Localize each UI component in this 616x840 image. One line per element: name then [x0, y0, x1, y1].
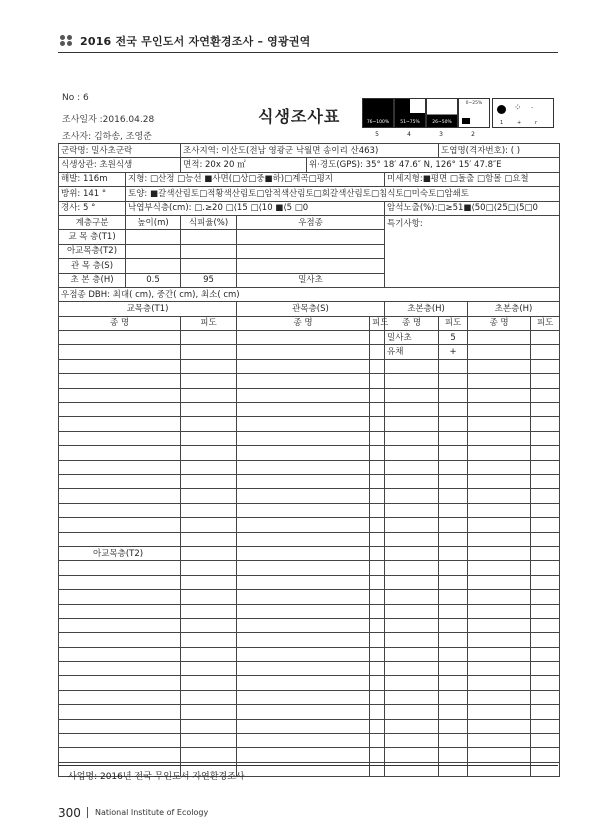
coverage-small-scale: ⁘ · 1 + r — [492, 98, 554, 128]
soil-cell: 토양: ■갈색산림토□적황색산림토□암적색산림토□회갈색산림토□침식토□미숙토□암쇄토 — [126, 187, 560, 201]
table-row — [59, 705, 560, 719]
species-name: 유채 — [385, 345, 439, 359]
coverage-box-4: 51~75% — [394, 98, 426, 128]
col-cover: 피도 — [181, 316, 237, 330]
litter-cell: 낙엽부식층(cm): □.≥20 □⟨15 □⟨10 ■⟨5 □0 — [126, 201, 385, 215]
table-row: 초 본 층(H) 0.5 95 밀사초 — [59, 273, 560, 287]
species-cover: + — [439, 345, 468, 359]
layer-header: 우점종 — [237, 215, 385, 229]
form-number: No : 6 — [62, 93, 89, 103]
table-row — [59, 561, 560, 575]
table-row — [59, 532, 560, 546]
col-cover: 피도 — [531, 316, 560, 330]
region-cell: 조사지역: 이산도(전남 영광군 낙월면 송이리 산463) — [181, 144, 439, 158]
mapname-cell: 도엽명(격자번호): ( ) — [439, 144, 560, 158]
coverage-box-3: 26~50% — [426, 98, 458, 128]
survey-date: 조사일자 :2016.04.28 — [62, 115, 155, 125]
group-header-t1: 교목층(T1) — [59, 302, 237, 316]
coverage-num: 5 — [375, 131, 379, 138]
community-cell: 군락명: 밀사초군락 — [59, 144, 181, 158]
col-name: 종 명 — [59, 316, 181, 330]
group-header-h2: 초본층(H) — [468, 302, 560, 316]
table-row — [59, 331, 560, 345]
dbh-cell: 우점종 DBH: 최대( cm), 중간( cm), 최소( cm) — [59, 287, 560, 301]
table-row — [59, 633, 560, 647]
layer-header: 계층구분 — [59, 215, 126, 229]
table-row — [59, 403, 560, 417]
table-row — [59, 676, 560, 690]
header-rule — [58, 52, 558, 53]
terrain-cell: 지형: □산정 □능선 ■사면(□상□중■하)□계곡□평지 — [126, 172, 385, 186]
species-name: 밀사초 — [385, 331, 439, 345]
table-row — [59, 518, 560, 532]
subsection-label: 아교목층(T2) — [59, 546, 181, 560]
table-row — [59, 374, 560, 388]
table-row — [59, 748, 560, 762]
coverage-box-5: 76~100% — [362, 98, 394, 128]
slope-cell: 경사: 5 ° — [59, 201, 126, 215]
microterrain-cell: 미세지형:■평면 □돌출 □함몰 □요철 — [385, 172, 560, 186]
layer-header: 식피율(%) — [181, 215, 237, 229]
table-row — [59, 734, 560, 748]
col-name: 종 명 — [237, 316, 370, 330]
table-row — [59, 388, 560, 402]
species-cover: 5 — [439, 331, 468, 345]
table-row — [59, 489, 560, 503]
table-row: 아교목층(T2) — [59, 244, 560, 258]
aspect-cell: 방위: 141 ° — [59, 187, 126, 201]
coverage-num: 3 — [439, 131, 443, 138]
vegetation-survey-table — [58, 143, 560, 777]
institute-name: National Institute of Ecology — [95, 808, 209, 817]
table-row — [59, 618, 560, 632]
investigators: 조사자: 김하송, 조영준 — [62, 132, 152, 142]
table-row — [59, 417, 560, 431]
table-row — [59, 662, 560, 676]
col-name: 종 명 — [385, 316, 439, 330]
coverage-num: 2 — [471, 131, 475, 138]
col-cover: 피도 — [439, 316, 468, 330]
table-row — [59, 690, 560, 704]
footer-divider — [87, 807, 88, 818]
running-header: 2016 전국 무인도서 자연환경조사 – 영광권역 — [80, 35, 311, 48]
table-row — [59, 590, 560, 604]
col-cover: 피도 — [370, 316, 385, 330]
table-row — [59, 647, 560, 661]
table-row — [59, 503, 560, 517]
area-cell: 면적: 20x 20 ㎡ — [181, 158, 307, 172]
table-row — [59, 431, 560, 445]
table-row: 교 목 층(T1) — [59, 230, 560, 244]
footer-rule — [58, 765, 558, 766]
altitude-cell: 해발: 116m — [59, 172, 126, 186]
table-row — [59, 359, 560, 373]
col-name: 종 명 — [468, 316, 531, 330]
group-header-s: 관목층(S) — [237, 302, 385, 316]
phase-cell: 식생상관: 초원식생 — [59, 158, 181, 172]
header-dots-icon — [60, 35, 74, 47]
table-row — [59, 575, 560, 589]
coverage-box-2: 0~25% — [458, 98, 490, 128]
rock-cell: 암석노출(%):□≥51■⟨50□⟨25□⟨5□0 — [385, 201, 560, 215]
table-row — [59, 546, 560, 560]
table-row: 관 목 층(S) — [59, 259, 560, 273]
business-name: 사업명: 2016년 전국 무인도서 자연환경조사 — [68, 772, 245, 782]
table-row — [59, 604, 560, 618]
table-row — [59, 460, 560, 474]
table-row — [59, 446, 560, 460]
table-row — [59, 719, 560, 733]
gps-cell: 위·경도(GPS): 35° 18′ 47.6″ N, 126° 15′ 47.8″E — [307, 158, 560, 172]
page-number: 300 — [58, 806, 81, 820]
notes-cell: 특기사항: — [385, 215, 560, 287]
table-row — [59, 345, 560, 359]
group-header-h: 초본층(H) — [385, 302, 468, 316]
layer-header: 높이(m) — [126, 215, 181, 229]
coverage-num: 4 — [407, 131, 411, 138]
page-title: 식생조사표 — [258, 107, 341, 126]
table-row — [59, 474, 560, 488]
